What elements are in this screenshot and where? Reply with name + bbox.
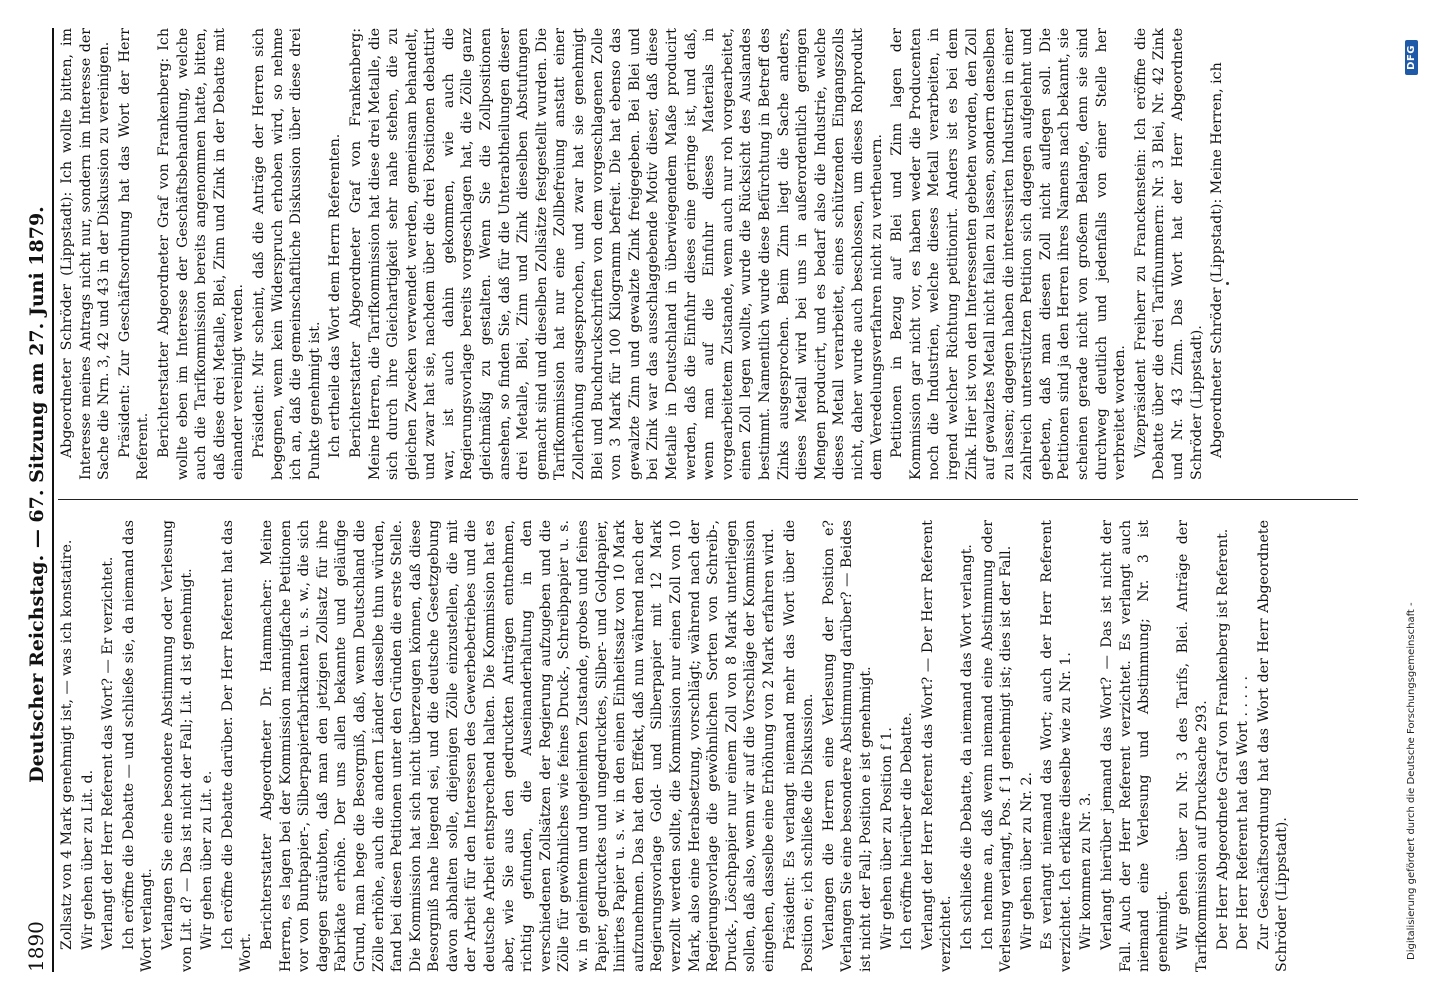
paragraph: Abgeordneter Schröder (Lippstadt): Ich wollte bitten, im Interesse meines Antrags nicht nur, sondern im Interesse der Sache die Nrn. 3, 42 und 43 in der Diskussion zu vereinigen. (59, 28, 113, 480)
paragraph: Wir gehen über zu Position f 1. (878, 727, 895, 950)
page-title: Deutscher Reichstag. — 67. Sitzung am 27. Juni 1879. (26, 206, 48, 783)
paragraph: Präsident: Zur Geschäftsordnung hat das Wort der Herr Referent. (116, 28, 152, 480)
paragraph: Ich schließe die Debatte, da niemand das Wort verlangt. (958, 544, 975, 950)
paragraph: Petitionen in Bezug auf Blei und Zinn lagen der Kommission gar nicht vor, es haben weder die Producenten noch die Industrien, welche dieses Metall verarbeiten, in irgend welcher Richtung petitionirt. Anders ist es bei dem Zink. Hier ist von den Interessenten gebeten worden, den Zoll auf gewalztes Metall nicht fallen zu lassen, sondern denselben zu lassen; dagegen haben die interessirten Industrien in einer zahlreich unterstützten Petition sich dagegen aufgelehnt und gebeten, daß man diesen Zoll nicht auflegen soll. Die Petitionen sind ja den Herren ihres Namens nach bekannt, sie scheinen gerade nicht von großem Belange, denn sie sind durchweg deutlich und jedenfalls von einer Stelle her verbreitet worden. (889, 28, 1129, 480)
paragraph: Ich nehme an, daß wenn niemand eine Abstimmung oder Verlesung verlangt, Pos. f 1 genehmigt ist; dies ist der Fall. (979, 520, 1015, 972)
paragraph: Vizepräsident Freiherr zu Franckenstein: Ich eröffne die Debatte über die drei Tarifnummern: Nr. 3 Blei, Nr. 42 Zink und Nr. 43 Zinn. Das Wort hat der Herr Abgeordnete Schröder (Lippstadt). (1132, 28, 1205, 480)
scan-speck (1226, 282, 1229, 285)
paragraph: Verlangt der Herr Referent das Wort? — Er verzichtet. (100, 556, 117, 950)
paragraph: Zur Geschäftsordnung hat das Wort der Herr Abgeordnete Schröder (Lippstadt). (1255, 520, 1291, 972)
paragraph: Ich ertheile das Wort dem Herrn Referenten. (327, 133, 344, 458)
paragraph: Verlangt der Herr Referent das Wort? — Der Herr Referent verzichtet. (919, 520, 955, 972)
paragraph: Wir gehen über zu Nr. 3 des Tarifs, Blei. Anträge der Tarifkommission auf Drucksache 293. (1175, 520, 1211, 972)
paragraph: Berichterstatter Abgeordneter Graf von Frankenberg: Meine Herren, die Tarifkommission hat diese drei Metalle, die sich durch ihre Gleichartigkeit sehr nahe stehen, die zu gleichen Zwecken verwendet werden, gemeinsam behandelt, und zwar hat sie, nachdem über die drei Positionen debattirt war, ist auch dahin gekommen, wie auch die Regierungsvorlage bereits vorgeschlagen hat, die Zölle ganz gleichmäßig zu gestalten. Wenn Sie die Zollpositionen ansehen, so finden Sie, daß für die Unterabtheilungen dieser drei Metalle, Blei, Zinn und Zink dieselben Abstufungen gemacht sind und dieselben Zollsätze festgestellt wurden. Die Tarifkommission hat nur eine Zollbefreiung anstatt einer Zollerhöhung ausgesprochen, und zwar hat sie genehmigt Blei und Buchdruckschriften von dem vorgeschlagenen Zolle von 3 Mark für 100 Kilogramm befreit. Die hat ebenso das gewalzte Zinn und gewalzte Zink freigegeben. Bei Blei und bei Zink war das ausschlaggebende Motiv dieser, daß diese Metalle in Deutschland in überwiegendem Maße producirt werden, daß die Einfuhr dieses eine geringe ist, und daß, wenn man auf die Einfuhr dieses Materials in vorgearbeitetem Zustande, wenn auch nur roh vorgearbeitet, einen Zoll legen wollte, wurde die Rücksicht des Auslandes bestimmt. Namentlich wurde diese Befürchtung in Betreff des Zinks ausgesprochen. Beim Zinn liegt die Sache anders, dieses Metall wird bei uns in außerordentlich geringen Mengen producirt, und es bedarf also die Industrie, welche dieses Metall verarbeitet, eines schützenden Eingangszolls nicht, daher wurde auch beschlossen, um dieses Rohprodukt dem Veredelungsverfahren nicht zu vertheuern. (347, 28, 885, 480)
paragraph: Berichterstatter Abgeordneter Graf von Frankenberg: Ich wollte eben im Interesse der Geschäftsbehandlung, welche auch die Tarifkommission bereits angenommen hatte, bitten, daß diese drei Metalle, Blei, Zinn und Zink in der Debatte mit einander vereinigt werden. (155, 28, 247, 480)
paragraph: Ich eröffne hierüber die Debatte. (899, 712, 916, 950)
paragraph: Berichterstatter Abgeordneter Dr. Hammacher: Meine Herren, es lagen bei der Kommission mannigfache Petitionen vor von Buntpapier-, Silberpapierfabrikanten u. s. w., die sich dagegen sträubten, daß man den jetzigen Zollsatz für ihre Fabrikate erhöhe. Der uns allen bekannte und geläufige Grund, man hege die Besorgniß, daß, wenn Deutschland die Zölle erhöhe, auch die andern Länder dasselbe thun würden, fand bei diesen Petitionen unter den Gründen die erste Stelle. Die Kommission hat sich nicht überzeugen können, daß diese Besorgniß nahe liegend sei, und die deutsche Gesetzgebung davon abhalten solle, diejenigen Zölle einzustellen, die mit der Arbeit für den Interessen des Gewerbebetriebes und die deutsche Arbeit entsprechend halten. Die Kommission hat es aber, wie Sie aus den gedruckten Anträgen entnehmen, richtig gefunden, die Auseinanderhaltung in den verschiedenen Zollsätzen der Regierung aufzugeben und die Zölle für gewöhnliches wie feines Druck-, Schreibpapier u. s. w. in geleimtem und ungeleimten Zustande, grobes und feines Papier, gedrucktes und ungedrucktes, Silber- und Goldpapier, liniirtes Papier u. s. w. in den einen Einheitssatz von 10 Mark aufzunehmen. Das hat den Effekt, daß nun während nach der Regierungsvorlage Gold- und Silberpapier mit 12 Mark verzollt werden sollte, die Kommission nur einen Zoll von 10 Mark, also eine Herabsetzung, vorschlägt; während nach der Regierungsvorlage die gewöhnlichen Sorten von Schreib-, Druck-, Löschpapier nur einem Zoll von 8 Mark unterliegen sollen, daß also, wenn wir auf die Vorschläge der Kommission eingehen, dasselbe eine Erhöhung von 2 Mark erfahren wird. (258, 520, 777, 972)
paragraph: Wir gehen über zu Nr. 2. (1018, 771, 1035, 950)
credit-text: Digitalisierung gefördert durch die Deutsche Forschungsgemeinschaft - (1405, 602, 1417, 960)
page-header (12, 28, 54, 972)
paragraph: Ich eröffne die Debatte — und schließe sie, da niemand das Wort verlangt. (120, 520, 156, 972)
paragraph: Wir kommen zu Nr. 3. (1078, 792, 1095, 950)
paragraph: Zollsatz von 4 Mark genehmigt ist, — was ich konstatire. (59, 539, 75, 950)
paragraph: Verlangen Sie eine besondere Abstimmung oder Verlesung von Lit. d? — Das ist nicht der Fall; Lit. d ist genehmigt. (159, 520, 195, 972)
paragraph: Der Herr Abgeordnete Graf von Frankenberg ist Referent. (1214, 528, 1231, 950)
paragraph: Es verlangt niemand das Wort; auch der Herr Referent verzichtet. Ich erkläre dieselbe wie zu Nr. 1. (1039, 520, 1074, 972)
paragraph: Wir gehen über zu Lit. e. (199, 770, 216, 950)
paragraph: Wir gehen über zu Lit. d. (79, 769, 96, 950)
paragraph: Präsident: Mir scheint, daß die Anträge der Herren sich begegnen, wenn kein Widerspruch erhoben wird, so nehme ich an, daß die gemeinschaftliche Diskussion über diese drei Punkte genehmigt ist. (250, 28, 323, 480)
page-number: 1890 (24, 921, 48, 972)
paragraph: Verlangen die Herren eine Verlesung der Position e? Verlangen Sie eine besondere Abstimmung darüber? — Beides ist nicht der Fall; Position e ist genehmigt. (820, 520, 874, 972)
paragraph: Der Herr Referent hat das Wort . . . . . (1235, 675, 1252, 950)
paragraph: Ich eröffne die Debatte darüber. Der Herr Referent hat das Wort. (219, 520, 255, 972)
dfg-logo: DFG (1405, 40, 1418, 75)
paragraph: Verlangt hierüber jemand das Wort? — Das ist nicht der Fall. Auch der Herr Referent verzichtet. Es verlangt auch niemand eine Verlesung und Abstimmung; Nr. 3 ist genehmigt. (1099, 520, 1171, 972)
column-divider (58, 499, 1358, 500)
left-column (58, 520, 1358, 972)
paragraph: Präsident: Es verlangt niemand mehr das Wort über die Position e; ich schließe die Diskussion. (781, 520, 817, 972)
paragraph: Abgeordneter Schröder (Lippstadt): Meine Herren, ich (1209, 62, 1226, 458)
text-columns (58, 28, 1358, 972)
right-column (58, 28, 1358, 480)
digitization-credit (1400, 40, 1422, 960)
